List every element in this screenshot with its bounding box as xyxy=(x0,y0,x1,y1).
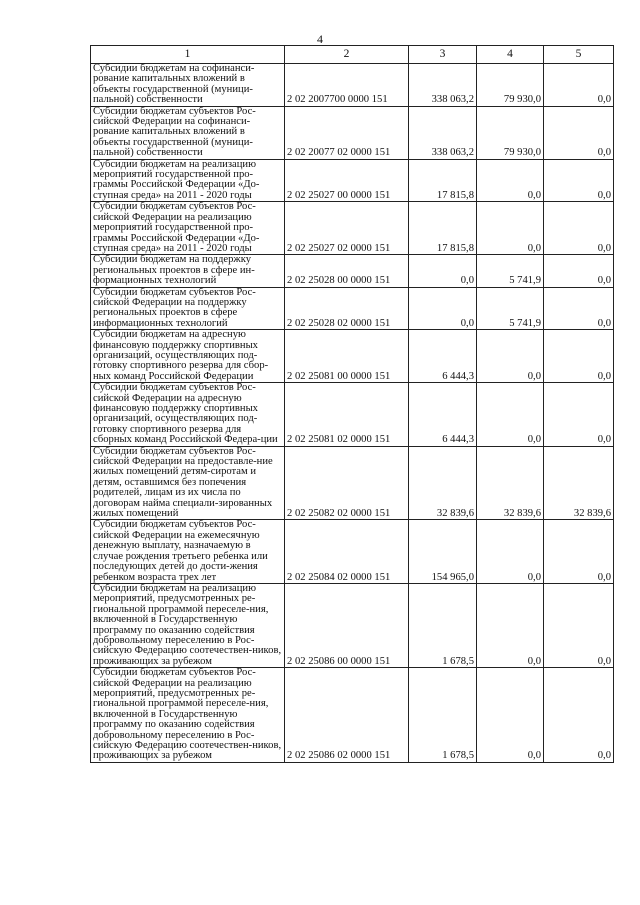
row-budget-code: 2 02 25027 02 0000 151 xyxy=(285,202,409,255)
row-value-col3: 0,0 xyxy=(409,255,477,287)
row-value-col3: 338 063,2 xyxy=(409,64,477,107)
row-value-col5: 0,0 xyxy=(544,202,614,255)
row-description: Субсидии бюджетам субъектов Рос-сийской Федерации на реализацию мероприятий государственной про-граммы Российской Федерации «До-ступная среда» на 2011 - 2020 годы xyxy=(91,202,285,255)
row-value-col3: 1 678,5 xyxy=(409,668,477,763)
column-header-1: 1 xyxy=(91,46,285,64)
table-row xyxy=(91,287,614,330)
row-value-col4: 0,0 xyxy=(477,520,544,583)
row-description: Субсидии бюджетам субъектов Рос-сийской Федерации на реализацию мероприятий, предусмотренных ре-гиональной программой переселе-ния, включенной в Государственную программу по оказанию содействия добровольному переселению в Рос-сийскую Федерацию соотечествен-ников, проживающих за рубежом xyxy=(91,668,285,763)
table-row xyxy=(91,383,614,446)
row-value-col3: 154 965,0 xyxy=(409,520,477,583)
row-value-col3: 6 444,3 xyxy=(409,383,477,446)
row-value-col5: 0,0 xyxy=(544,383,614,446)
table-row xyxy=(91,520,614,583)
row-budget-code: 2 02 25084 02 0000 151 xyxy=(285,520,409,583)
row-budget-code: 2 02 25028 00 0000 151 xyxy=(285,255,409,287)
column-header-2: 2 xyxy=(285,46,409,64)
row-value-col5: 0,0 xyxy=(544,106,614,159)
table-row xyxy=(91,106,614,159)
row-value-col5: 0,0 xyxy=(544,668,614,763)
row-value-col4: 0,0 xyxy=(477,159,544,202)
table-header-row xyxy=(91,46,614,64)
budget-table xyxy=(90,45,614,763)
row-value-col5: 0,0 xyxy=(544,64,614,107)
row-value-col3: 6 444,3 xyxy=(409,330,477,383)
row-value-col3: 17 815,8 xyxy=(409,159,477,202)
row-budget-code: 2 02 25086 00 0000 151 xyxy=(285,583,409,667)
row-value-col3: 17 815,8 xyxy=(409,202,477,255)
row-budget-code: 2 02 25081 02 0000 151 xyxy=(285,383,409,446)
table-row xyxy=(91,159,614,202)
row-description: Субсидии бюджетам на реализацию мероприятий государственной про-граммы Российской Федерации «До-ступная среда» на 2011 - 2020 годы xyxy=(91,159,285,202)
row-value-col4: 79 930,0 xyxy=(477,106,544,159)
row-description: Субсидии бюджетам субъектов Рос-сийской Федерации на предоставле-ние жилых помещений детям-сиротам и детям, оставшимся без попечения родителей, лицам из их числа по договорам найма специали-зированных жилых помещений xyxy=(91,446,285,520)
row-budget-code: 2 02 20077 02 0000 151 xyxy=(285,106,409,159)
row-value-col5: 0,0 xyxy=(544,255,614,287)
row-budget-code: 2 02 25082 02 0000 151 xyxy=(285,446,409,520)
row-value-col4: 5 741,9 xyxy=(477,287,544,330)
row-description: Субсидии бюджетам на адресную финансовую поддержку спортивных организаций, осуществляющих под-готовку спортивного резерва для сбор-ных команд Российской Федерации xyxy=(91,330,285,383)
row-value-col4: 0,0 xyxy=(477,383,544,446)
row-description: Субсидии бюджетам субъектов Рос-сийской Федерации на адресную финансовую поддержку спортивных организаций, осуществляющих под-готовку спортивного резерва для сборных команд Российской Федера-ции xyxy=(91,383,285,446)
row-value-col3: 0,0 xyxy=(409,287,477,330)
row-budget-code: 2 02 25028 02 0000 151 xyxy=(285,287,409,330)
table-row xyxy=(91,64,614,107)
row-value-col3: 32 839,6 xyxy=(409,446,477,520)
row-value-col4: 0,0 xyxy=(477,583,544,667)
table-row xyxy=(91,668,614,763)
row-description: Субсидии бюджетам субъектов Рос-сийской Федерации на поддержку региональных проектов в сфере информационных технологий xyxy=(91,287,285,330)
row-value-col5: 0,0 xyxy=(544,287,614,330)
column-header-5: 5 xyxy=(544,46,614,64)
row-value-col5: 0,0 xyxy=(544,159,614,202)
row-description: Субсидии бюджетам субъектов Рос-сийской Федерации на ежемесячную денежную выплату, назначаемую в случае рождения третьего ребенка или последующих детей до дости-жения ребенком возраста трех лет xyxy=(91,520,285,583)
row-value-col4: 5 741,9 xyxy=(477,255,544,287)
row-value-col3: 1 678,5 xyxy=(409,583,477,667)
page-number: 4 xyxy=(317,32,323,46)
row-value-col5: 32 839,6 xyxy=(544,446,614,520)
row-value-col4: 0,0 xyxy=(477,202,544,255)
table-row xyxy=(91,202,614,255)
row-description: Субсидии бюджетам субъектов Рос-сийской Федерации на софинанси-рование капитальных вложений в объекты государственной (муници-пальной) собственности xyxy=(91,106,285,159)
row-description: Субсидии бюджетам на поддержку региональных проектов в сфере ин-формационных технологий xyxy=(91,255,285,287)
row-budget-code: 2 02 25081 00 0000 151 xyxy=(285,330,409,383)
row-value-col4: 0,0 xyxy=(477,330,544,383)
row-value-col4: 0,0 xyxy=(477,668,544,763)
column-header-4: 4 xyxy=(477,46,544,64)
row-budget-code: 2 02 25027 00 0000 151 xyxy=(285,159,409,202)
table-row xyxy=(91,255,614,287)
column-header-3: 3 xyxy=(409,46,477,64)
row-budget-code: 2 02 25086 02 0000 151 xyxy=(285,668,409,763)
row-value-col5: 0,0 xyxy=(544,330,614,383)
row-value-col4: 32 839,6 xyxy=(477,446,544,520)
row-description: Субсидии бюджетам на софинанси-рование капитальных вложений в объекты государственной (муници-пальной) собственности xyxy=(91,64,285,107)
table-row xyxy=(91,330,614,383)
row-budget-code: 2 02 2007700 0000 151 xyxy=(285,64,409,107)
table-row xyxy=(91,446,614,520)
row-value-col4: 79 930,0 xyxy=(477,64,544,107)
row-value-col5: 0,0 xyxy=(544,520,614,583)
row-value-col3: 338 063,2 xyxy=(409,106,477,159)
row-value-col5: 0,0 xyxy=(544,583,614,667)
table-row xyxy=(91,583,614,667)
row-description: Субсидии бюджетам на реализацию мероприятий, предусмотренных ре-гиональной программой переселе-ния, включенной в Государственную программу по оказанию содействия добровольному переселению в Рос-сийскую Федерацию соотечествен-ников, проживающих за рубежом xyxy=(91,583,285,667)
